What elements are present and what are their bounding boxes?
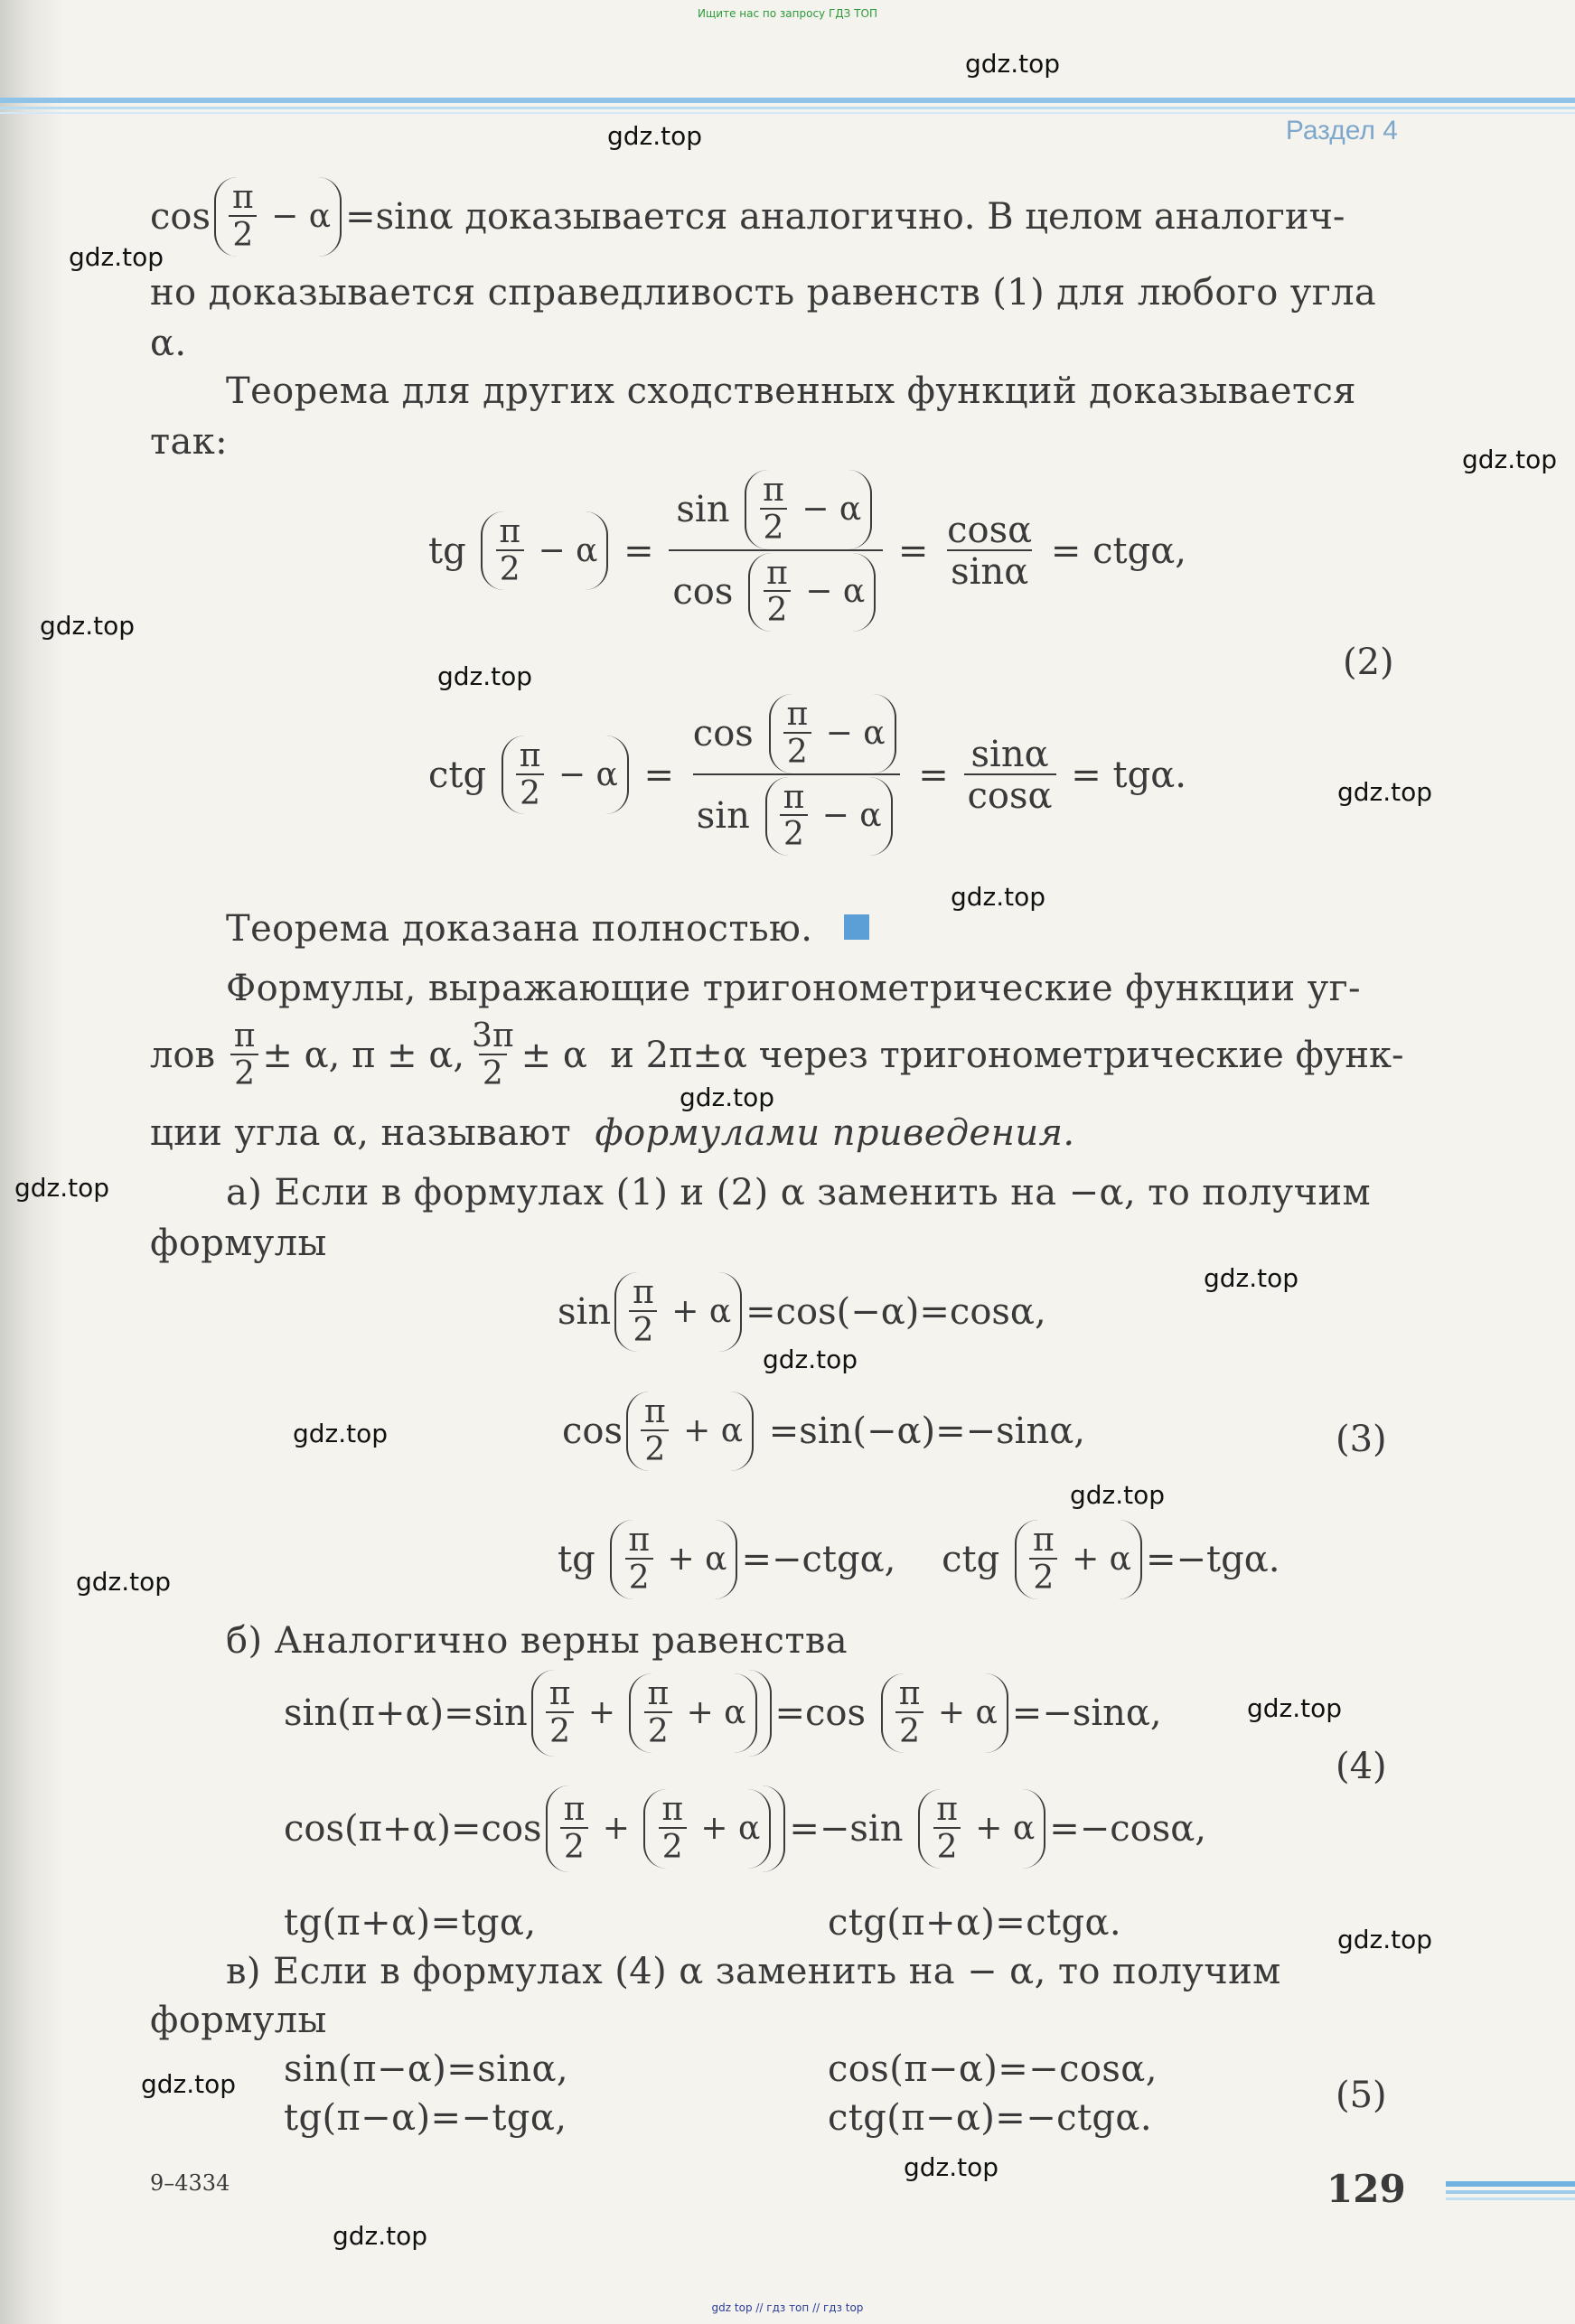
theorem-done: Теорема доказана полностью. <box>226 908 813 950</box>
section-label: Раздел 4 <box>1285 116 1398 145</box>
formula-tg-complement: tg $\frac{\pi}{2}$ − α = sin $\frac{\pi}{2}$ − α cos $\frac{\pi}{2}$ − α = $\frac{\cos\alpha}{\sin\alpha}$ = ctgα, <box>428 470 1186 632</box>
watermark: gdz.top <box>680 1082 775 1112</box>
watermark: gdz.top <box>76 1567 172 1597</box>
watermark: gdz.top <box>607 121 703 151</box>
watermark: gdz.top <box>904 2152 999 2182</box>
equation-number-4: (4) <box>1336 1746 1387 1787</box>
watermark: gdz.top <box>763 1345 858 1374</box>
top-banner: Ищите нас по запросу ГДЗ ТОП <box>698 7 877 20</box>
line-1: cos $\frac{\pi}{2}$ − α =sinα доказывается аналогично. В целом аналогич- <box>150 177 1345 257</box>
watermark: gdz.top <box>951 882 1046 912</box>
line-1-tail: =sinα доказывается аналогично. В целом аналогич- <box>345 195 1345 238</box>
watermark: gdz.top <box>1204 1263 1299 1293</box>
paragraph-line-3: ции угла α, называют формулами приведения. <box>150 1112 1075 1154</box>
equation-number-3: (3) <box>1336 1419 1387 1460</box>
watermark: gdz.top <box>1337 777 1433 807</box>
formula-4-sin: sin(π+α)=sin $\frac{\pi}{2}$ + $\frac{\pi}{2}$ + α =cos $\frac{\pi}{2}$ + α =−sinα, <box>284 1670 1162 1757</box>
formula-5-ctg: ctg(π−α)=−ctgα. <box>828 2097 1152 2139</box>
formula-4-cos: cos(π+α)=cos $\frac{\pi}{2}$ + $\frac{\pi}{2}$ + α =−sin $\frac{\pi}{2}$ + α =−cosα, <box>284 1785 1206 1872</box>
watermark: gdz.top <box>1070 1480 1166 1510</box>
formula-3-cos: cos $\frac{\pi}{2}$ + α =sin(−α)=−sinα, <box>562 1392 1085 1471</box>
item-b-line-1: б) Аналогично верны равенства <box>226 1620 848 1662</box>
watermark: gdz.top <box>1462 445 1558 474</box>
watermark: gdz.top <box>14 1173 110 1203</box>
formula-5-cos: cos(π−α)=−cosα, <box>828 2048 1158 2090</box>
watermark: gdz.top <box>40 611 136 641</box>
watermark: gdz.top <box>965 49 1061 79</box>
line-3: α. <box>150 323 187 364</box>
item-v-line-2: формулы <box>150 2000 327 2041</box>
term-reduction-formulas: формулами приведения. <box>595 1112 1075 1154</box>
watermark: gdz.top <box>69 242 164 272</box>
watermark: gdz.top <box>333 2221 428 2251</box>
item-a-line-2: формулы <box>150 1223 327 1264</box>
watermark: gdz.top <box>1337 1925 1433 1954</box>
equation-number-2: (2) <box>1343 642 1394 683</box>
paragraph-line-2: лов $\frac{\pi}{2}$ ± α, π ± α, $\frac{3\pi}{2}$ ± α и 2π±α через тригонометрические функ- <box>150 1017 1404 1092</box>
formula-ctg-complement: ctg $\frac{\pi}{2}$ − α = cos $\frac{\pi}{2}$ − α sin $\frac{\pi}{2}$ − α = $\frac{\sin\alpha}{\cos\alpha}$ = tgα. <box>428 694 1186 856</box>
formula-3-tg-ctg: tg $\frac{\pi}{2}$ + α =−ctgα, ctg $\frac{\pi}{2}$ + α =−tgα. <box>558 1520 1280 1599</box>
bottom-banner: gdz top // гдз топ // гдз top <box>711 2301 864 2314</box>
item-a-line-1: а) Если в формулах (1) и (2) α заменить на −α, то получим <box>226 1172 1372 1214</box>
page-number: 129 <box>1327 2167 1406 2211</box>
watermark: gdz.top <box>437 661 533 691</box>
paragraph-line-1: Формулы, выражающие тригонометрические функции уг- <box>226 968 1361 1009</box>
item-v-line-1: в) Если в формулах (4) α заменить на − α, то получим <box>226 1951 1281 1992</box>
line-5: так: <box>150 421 229 463</box>
formula-5-tg: tg(π−α)=−tgα, <box>284 2097 567 2139</box>
line-4: Теорема для других сходственных функций доказывается <box>226 370 1356 412</box>
page-binding-shadow <box>0 0 63 2324</box>
equation-number-5: (5) <box>1336 2075 1387 2116</box>
formula-5-sin: sin(π−α)=sinα, <box>284 2048 569 2090</box>
qed-square-icon <box>844 914 869 940</box>
watermark: gdz.top <box>293 1419 389 1448</box>
line-2: но доказывается справедливость равенств (1) для любого угла <box>150 272 1377 314</box>
watermark: gdz.top <box>141 2069 237 2099</box>
print-code: 9–4334 <box>150 2170 230 2196</box>
formula-3-sin: sin $\frac{\pi}{2}$ + α =cos(−α)=cosα, <box>558 1272 1046 1352</box>
formula-4-ctg: ctg(π+α)=ctgα. <box>828 1902 1122 1944</box>
watermark: gdz.top <box>1247 1693 1343 1723</box>
formula-4-tg: tg(π+α)=tgα, <box>284 1902 537 1944</box>
footer-rule <box>1446 2178 1575 2205</box>
